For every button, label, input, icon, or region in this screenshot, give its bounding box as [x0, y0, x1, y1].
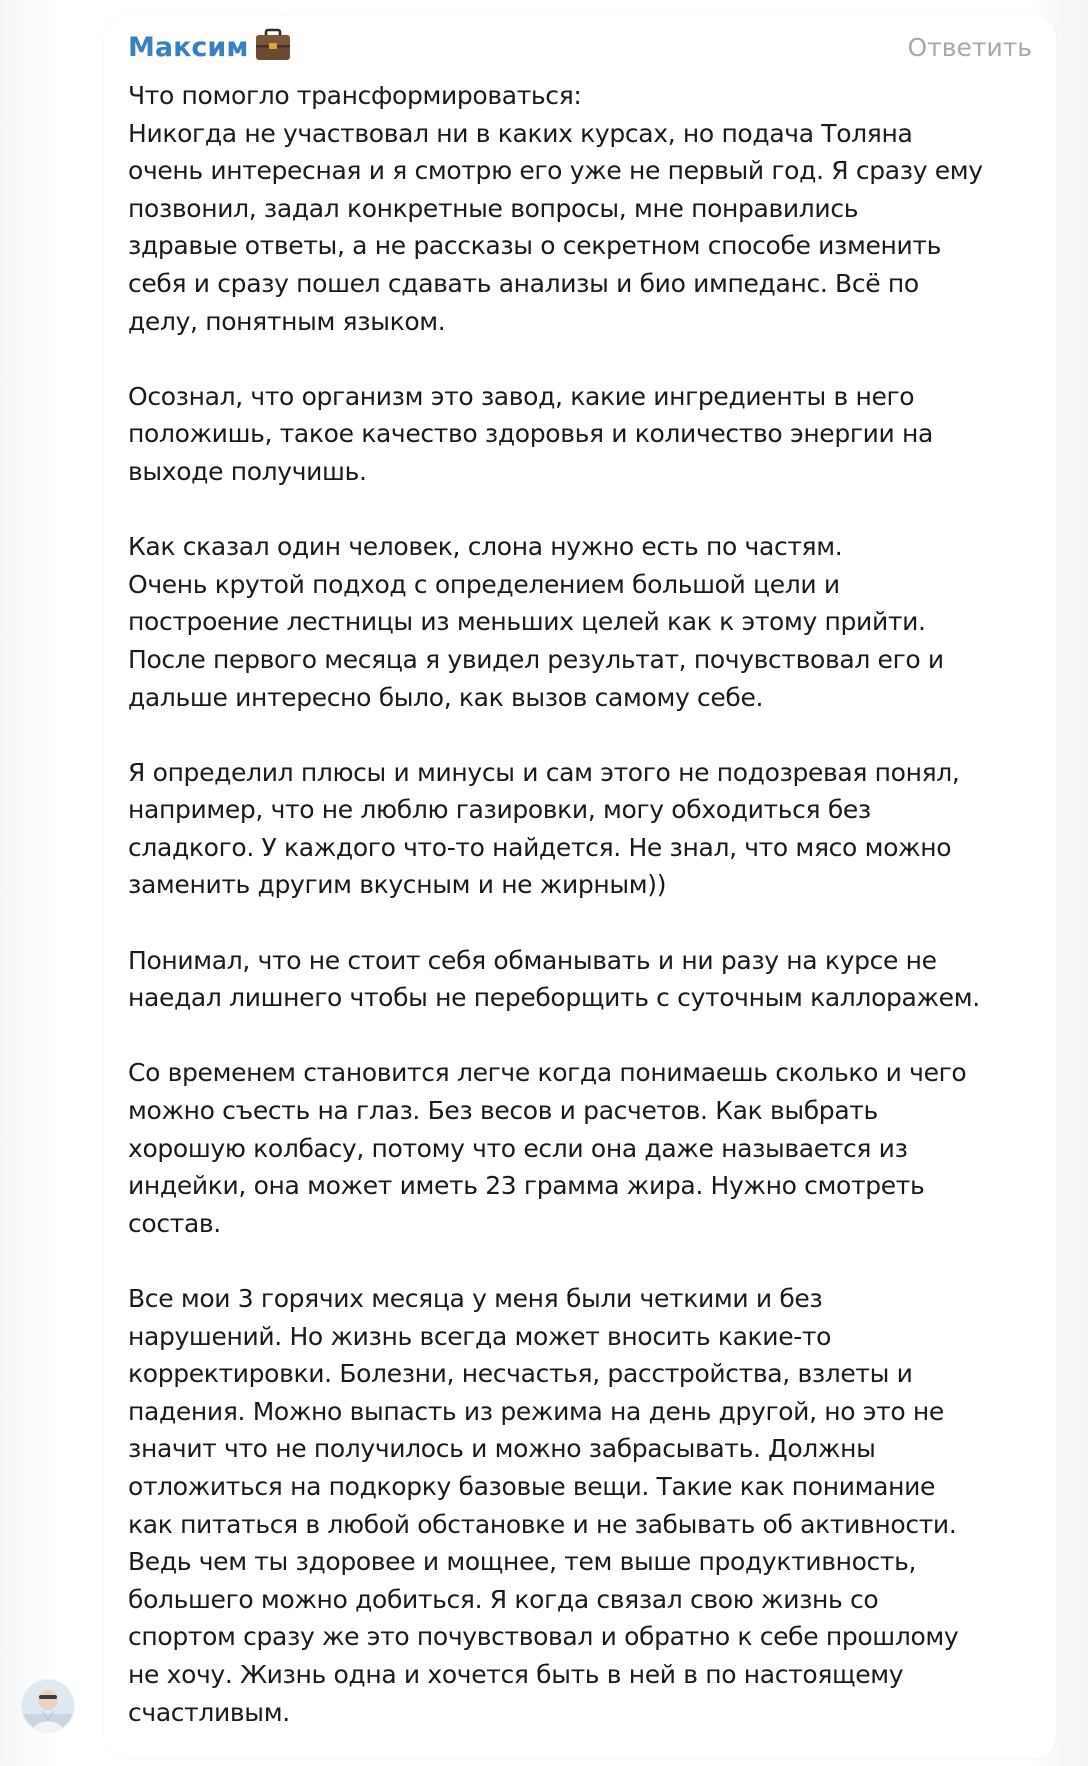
message-line: можно съесть на глаз. Без весов и расчетов. Как выбрать — [128, 1096, 878, 1126]
message-line: не хочу. Жизнь одна и хочется быть в ней в по настоящему — [128, 1659, 904, 1689]
message-line: выходе получишь. — [128, 456, 367, 486]
paragraph-gap — [128, 340, 1038, 378]
message-paragraph — [128, 754, 1038, 904]
message-line: как питаться в любой обстановке и не забывать об активности. — [128, 1509, 957, 1539]
message-line: заменить другим вкусным и не жирным)) — [128, 870, 667, 900]
message-line: Со временем становится легче когда понимаешь сколько и чего — [128, 1058, 967, 1088]
message-line: Никогда не участвовал ни в каких курсах, но подача Толяна — [128, 118, 913, 148]
message-line: значит что не получилось и можно забрасывать. Должны — [128, 1434, 876, 1464]
user-photo-icon — [22, 1680, 74, 1732]
message-paragraph — [128, 77, 1038, 340]
paragraph-gap — [128, 491, 1038, 529]
message-line: корректировки. Болезни, несчастья, расстройства, взлеты и — [128, 1359, 913, 1389]
message-paragraph — [128, 1280, 1038, 1731]
message-line: Как сказал один человек, слона нужно есть по частям. — [128, 532, 843, 562]
message-line: После первого месяца я увидел результат, почувствовал его и — [128, 644, 944, 674]
message-line: позвонил, задал конкретные вопросы, мне понравились — [128, 193, 859, 223]
message-text — [128, 77, 1038, 1731]
message-line: построение лестницы из меньших целей как к этому прийти. — [128, 607, 926, 637]
author-name[interactable]: Максим — [128, 31, 249, 63]
paragraph-gap — [128, 716, 1038, 754]
message-line: очень интересная и я смотрю его уже не первый год. Я сразу ему — [128, 156, 983, 186]
message-line: Все мои 3 горячих месяца у меня были четкими и без — [128, 1284, 823, 1313]
message-line: отложиться на подкорку базовые вещи. Такие как понимание — [128, 1471, 936, 1501]
message-line: здравые ответы, а не рассказы о секретном способе изменить — [128, 231, 942, 261]
message-line: делу, понятным языком. — [128, 306, 446, 336]
message-header — [128, 31, 1032, 73]
message-line: индейки, она может иметь 23 грамма жира. Нужно смотреть — [128, 1171, 925, 1201]
message-line: положишь, такое качество здоровья и количество энергии на — [128, 419, 934, 449]
message-line: состав. — [128, 1208, 221, 1238]
message-line: Что помогло трансформироваться: — [128, 81, 582, 110]
message-line: Ведь чем ты здоровее и мощнее, тем выше продуктивность, — [128, 1547, 917, 1577]
message-paragraph — [128, 528, 1038, 716]
avatar[interactable] — [22, 1680, 74, 1732]
paragraph-gap — [128, 1017, 1038, 1055]
message-line: Очень крутой подход с определением большой цели и — [128, 569, 840, 599]
message-line: нарушений. Но жизнь всегда может вносить какие-то — [128, 1321, 832, 1351]
message-line: счастливым. — [128, 1697, 290, 1727]
message-line: себя и сразу пошел сдавать анализы и био импеданс. Всё по — [128, 268, 919, 298]
message-line: дальше интересно было, как вызов самому себе. — [128, 682, 764, 712]
message-line: Я определил плюсы и минусы и сам этого не подозревая понял, — [128, 757, 960, 787]
message-line: большего можно добиться. Я когда связал свою жизнь со — [128, 1584, 879, 1614]
paragraph-gap — [128, 1242, 1038, 1280]
message-line: спортом сразу же это почувствовал и обратно к себе прошлому — [128, 1622, 959, 1652]
message-line: сладкого. У каждого что-то найдется. Не знал, что мясо можно — [128, 832, 952, 862]
message-line: Понимал, что не стоит себя обманывать и ни разу на курсе не — [128, 945, 937, 975]
message-paragraph — [128, 1054, 1038, 1242]
briefcase-icon — [254, 28, 292, 62]
message-paragraph — [128, 378, 1038, 491]
author[interactable] — [128, 32, 292, 62]
reply-button[interactable]: Ответить — [907, 33, 1032, 62]
message-line: Осознал, что организм это завод, какие ингредиенты в него — [128, 381, 915, 411]
message-line: хорошую колбасу, потому что если она даже называется из — [128, 1133, 908, 1163]
message-line: наедал лишнего чтобы не переборщить с суточным каллоражем. — [128, 983, 980, 1013]
paragraph-gap — [128, 904, 1038, 942]
message-line: падения. Можно выпасть из режима на день другой, но это не — [128, 1396, 944, 1426]
message-line: например, что не люблю газировки, могу обходиться без — [128, 795, 871, 825]
message-paragraph — [128, 942, 1038, 1017]
